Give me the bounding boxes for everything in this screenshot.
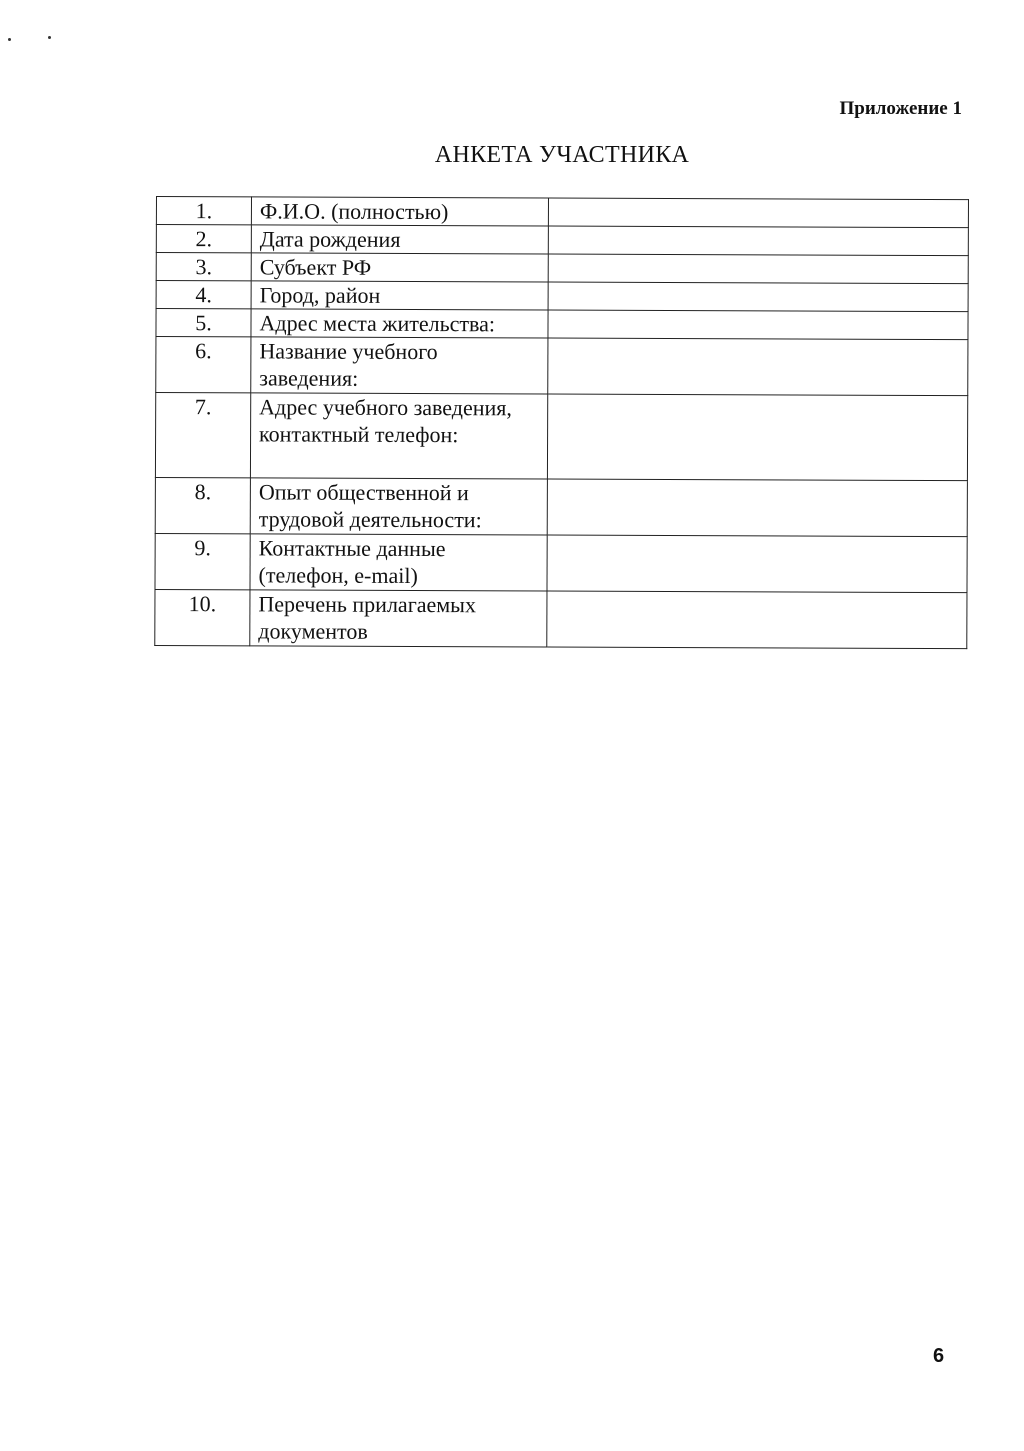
field-value-cell[interactable] [547,394,967,481]
participant-form-table [154,196,969,649]
field-label: Дата рождения [251,225,548,254]
table-row [155,533,967,592]
row-number: 9. [155,533,250,589]
field-value-cell[interactable] [548,198,968,228]
row-number: 6. [156,337,251,393]
field-label: Контактные данные (телефон, e-mail) [250,534,547,591]
field-label: Опыт общественной и трудовой деятельности: [250,478,547,535]
page-title: АНКЕТА УЧАСТНИКА [434,142,690,168]
table-row [156,253,968,284]
row-number: 5. [156,309,251,337]
table-row [156,197,968,228]
scan-speck [8,38,11,41]
page-number: 6 [933,1345,945,1367]
field-label: Ф.И.О. (полностью) [251,197,548,226]
field-label: Название учебного заведения: [251,337,548,394]
field-value-cell[interactable] [548,338,968,396]
field-value-cell[interactable] [548,310,968,340]
field-value-cell[interactable] [548,282,968,312]
table-row [156,225,968,256]
table-row [155,393,967,481]
field-label: Город, район [251,281,548,310]
table-row [155,589,967,648]
table-row [155,477,967,536]
field-label: Адрес учебного заведения, контактный телефон: [250,393,547,479]
field-value-cell[interactable] [548,226,968,256]
field-value-cell[interactable] [547,535,967,593]
row-number: 4. [156,281,251,309]
field-value-cell[interactable] [548,254,968,284]
row-number: 7. [155,393,250,478]
scan-speck [48,36,51,39]
row-number: 1. [156,197,251,225]
table-row [156,309,968,340]
field-label: Адрес места жительства: [251,309,548,338]
field-label: Субъект РФ [251,253,548,282]
field-label: Перечень прилагаемых документов [250,590,547,647]
appendix-label: Приложение 1 [839,98,962,119]
row-number: 3. [156,253,251,281]
row-number: 8. [155,477,250,533]
field-value-cell[interactable] [547,591,967,649]
field-value-cell[interactable] [547,479,967,537]
row-number: 2. [156,225,251,253]
row-number: 10. [155,589,250,645]
table-row [156,337,968,396]
table-row [156,281,968,312]
